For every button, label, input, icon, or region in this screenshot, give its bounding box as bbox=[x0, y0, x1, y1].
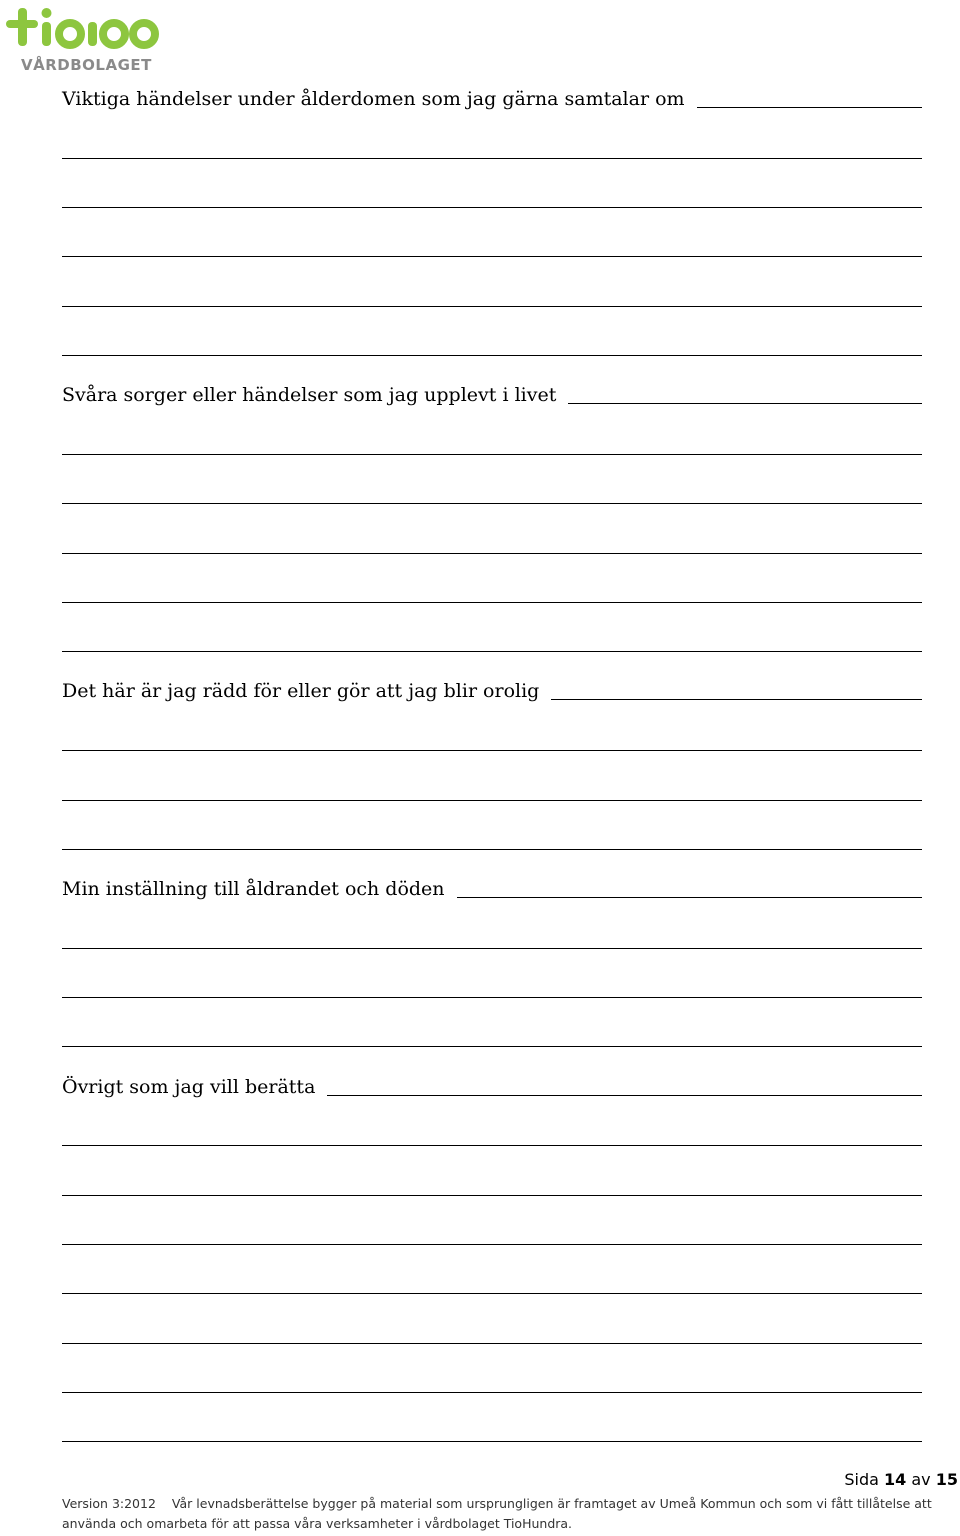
write-line[interactable] bbox=[62, 1244, 922, 1245]
write-line[interactable] bbox=[62, 1046, 922, 1047]
write-line[interactable] bbox=[62, 1441, 922, 1442]
section-label: Min inställning till åldrandet och döden bbox=[62, 878, 445, 900]
footer-text: Vår levnadsberättelse bygger på material som ursprungligen är framtaget av Umeå Kommun och som vi fått tillåtelse att använda och omarbeta för att passa våra verksamheter i vårdbolaget TioHundra. bbox=[62, 1496, 932, 1531]
write-line[interactable] bbox=[62, 207, 922, 208]
write-line[interactable] bbox=[697, 106, 922, 108]
write-line[interactable] bbox=[551, 698, 922, 700]
write-line[interactable] bbox=[62, 602, 922, 603]
section-label: Svåra sorger eller händelser som jag upplevt i livet bbox=[62, 384, 557, 406]
write-line[interactable] bbox=[62, 553, 922, 554]
page-number bbox=[844, 1470, 958, 1489]
footer-version: Version 3:2012 bbox=[62, 1496, 156, 1511]
write-line[interactable] bbox=[62, 1195, 922, 1196]
page-separator: av bbox=[911, 1470, 931, 1489]
write-line[interactable] bbox=[62, 849, 922, 850]
tio100-logo-mark bbox=[4, 4, 164, 54]
write-line[interactable] bbox=[62, 750, 922, 751]
write-line[interactable] bbox=[62, 503, 922, 504]
section-label: Övrigt som jag vill berätta bbox=[62, 1076, 316, 1098]
write-line[interactable] bbox=[327, 1094, 922, 1096]
write-line[interactable] bbox=[62, 997, 922, 998]
write-line[interactable] bbox=[62, 158, 922, 159]
footer bbox=[62, 1494, 942, 1534]
section-label: Viktiga händelser under ålderdomen som jag gärna samtalar om bbox=[62, 88, 685, 110]
write-line[interactable] bbox=[62, 454, 922, 455]
write-line[interactable] bbox=[457, 896, 922, 898]
write-line[interactable] bbox=[62, 1293, 922, 1294]
page-prefix: Sida bbox=[844, 1470, 879, 1489]
logo-subtitle: VÅRDBOLAGET bbox=[21, 56, 152, 74]
page-total: 15 bbox=[935, 1470, 958, 1489]
write-line[interactable] bbox=[62, 355, 922, 356]
write-line[interactable] bbox=[62, 948, 922, 949]
write-line[interactable] bbox=[62, 1145, 922, 1146]
write-line[interactable] bbox=[62, 306, 922, 307]
page-current: 14 bbox=[884, 1470, 907, 1489]
write-line[interactable] bbox=[62, 256, 922, 257]
write-line[interactable] bbox=[62, 1392, 922, 1393]
section-label: Det här är jag rädd för eller gör att jag blir orolig bbox=[62, 680, 540, 702]
tio100-logo bbox=[4, 4, 164, 72]
write-line[interactable] bbox=[568, 402, 922, 404]
write-line[interactable] bbox=[62, 651, 922, 652]
write-line[interactable] bbox=[62, 800, 922, 801]
write-line[interactable] bbox=[62, 1343, 922, 1344]
